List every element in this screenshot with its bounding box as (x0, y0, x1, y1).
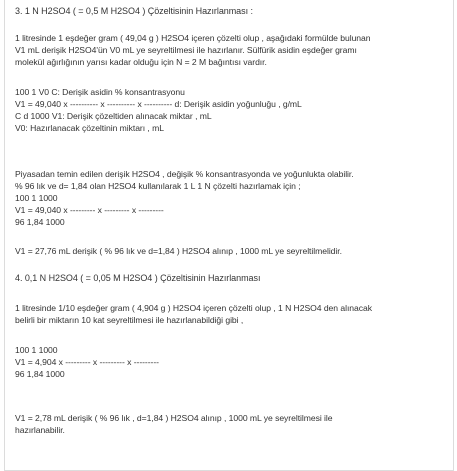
section-3-heading: 3. 1 N H2SO4 ( = 0,5 M H2SO4 ) Çözeltisinin Hazırlanması : (15, 6, 253, 16)
example-line: 96 1,84 1000 (15, 369, 65, 379)
example-line: V1 = 49,040 x --------- x --------- x --------- (15, 205, 164, 215)
formula-line: 100 1 V0 C: Derişik asidin % konsantrasyonu (15, 87, 185, 97)
document-page (4, 0, 454, 471)
section-4-paragraph-line: belirli bir miktarın 10 kat seyreltilmesi ile hazırlanabildiği gibi , (15, 315, 244, 325)
section-4-result-line: V1 = 2,78 mL derişik ( % 96 lık , d=1,84 ) H2SO4 alınıp , 1000 mL ye seyreltilmesi ile (15, 413, 333, 423)
formula-line: V0: Hazırlanacak çözeltinin miktarı , mL (15, 123, 164, 133)
example-line: V1 = 4,904 x --------- x --------- x --------- (15, 357, 159, 367)
section-3-paragraph-line: V1 mL derişik H2SO4'ün V0 mL ye seyreltilmesi ile hazırlanır. Sülfürik asidin eşdeğer gramı (15, 45, 357, 55)
section-3-paragraph-line: molekül ağırlığının yarısı kadar olduğu için N = 2 M bağıntısı vardır. (15, 57, 267, 67)
example-line: 96 1,84 1000 (15, 217, 65, 227)
example-line: 100 1 1000 (15, 193, 58, 203)
example-line: % 96 lık ve d= 1,84 olan H2SO4 kullanılarak 1 L 1 N çözelti hazırlamak için ; (15, 181, 301, 191)
formula-line: V1 = 49,040 x ---------- x ---------- x ---------- d: Derişik asidin yoğunluğu , g/mL (15, 99, 302, 109)
example-line: 100 1 1000 (15, 345, 58, 355)
section-3-paragraph-line: 1 litresinde 1 eşdeğer gram ( 49,04 g ) H2SO4 içeren çözelti olup , aşağıdaki formülde bulunan (15, 33, 371, 43)
formula-line: C d 1000 V1: Derişik çözeltiden alınacak miktar , mL (15, 111, 212, 121)
section-4-paragraph-line: 1 litresinde 1/10 eşdeğer gram ( 4,904 g ) H2SO4 içeren çözelti olup , 1 N H2SO4 den alınacak (15, 303, 372, 313)
section-4-heading: 4. 0,1 N H2SO4 ( = 0,05 M H2SO4 ) Çözeltisinin Hazırlanması (15, 273, 261, 283)
example-line: Piyasadan temin edilen derişik H2SO4 , değişik % konsantrasyonda ve yoğunlukta olabilir. (15, 169, 354, 179)
section-4-result-line: hazırlanabilir. (15, 425, 65, 435)
section-3-result: V1 = 27,76 mL derişik ( % 96 lık ve d=1,84 ) H2SO4 alınıp , 1000 mL ye seyreltilmelidir. (15, 246, 342, 256)
